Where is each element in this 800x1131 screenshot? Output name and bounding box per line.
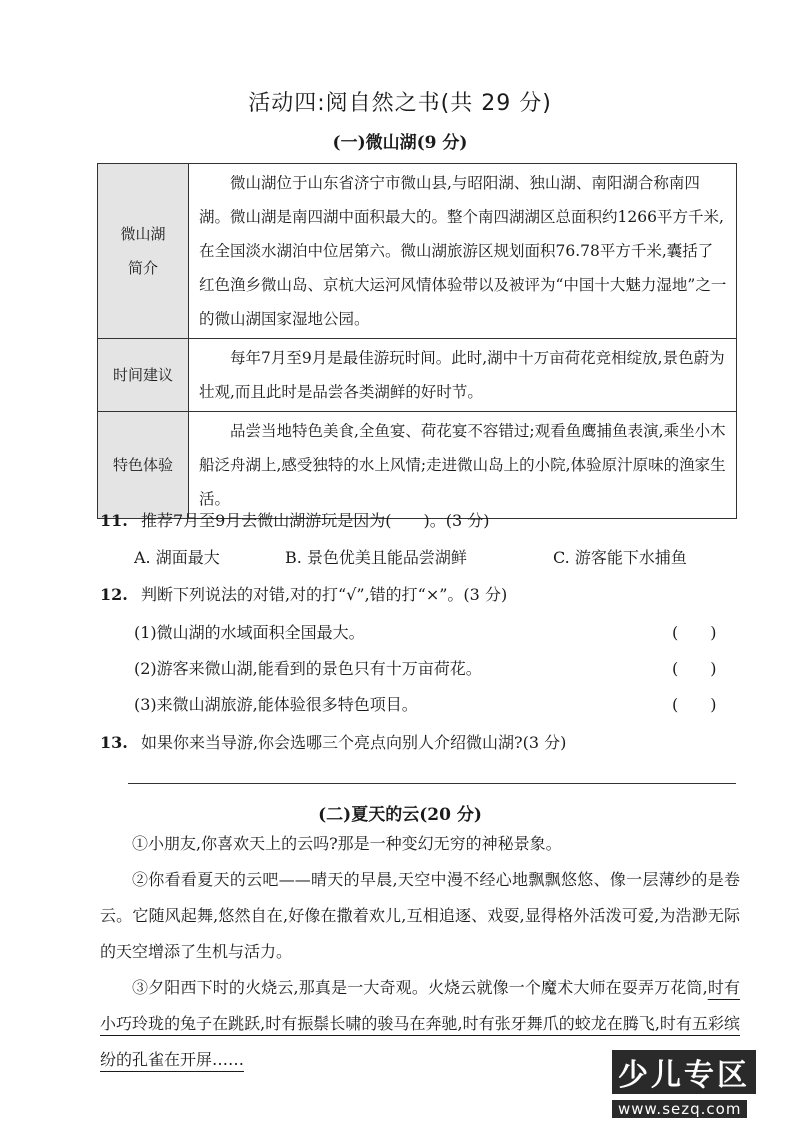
answer-paren-2[interactable]: ( ) — [672, 659, 717, 678]
table-row — [98, 164, 737, 339]
question-number: 11. — [100, 511, 128, 530]
table-label — [98, 164, 189, 339]
question-number: 13. — [100, 733, 128, 752]
table-content: 每年7月至9月是最佳游玩时间。此时,湖中十万亩荷花竞相绽放,景色蔚为壮观,而且此时是品尝各类湖鲜的好时节。 — [189, 339, 737, 412]
answer-paren-3[interactable]: ( ) — [672, 695, 717, 714]
option-c: C. 游客能下水捕鱼 — [553, 548, 687, 567]
judge-item-1: (1)微山湖的水域面积全国最大。 — [134, 623, 365, 642]
table-label: 特色体验 — [98, 412, 189, 519]
section-title-clouds: (二)夏天的云(20 分) — [318, 805, 482, 825]
judge-item-3: (3)来微山湖旅游,能体验很多特色项目。 — [134, 695, 418, 714]
underlined-sentence: 时有小巧玲珑的兔子在跳跃,时有振鬃长啸的骏马在奔驰,时有张牙舞爪的蛟龙在腾飞,时有五彩缤纷的孔雀在开屏…… — [100, 978, 740, 1069]
question-text: 判断下列说法的对错,对的打“√”,错的打“×”。(3 分) — [140, 585, 508, 604]
table-row — [98, 339, 737, 412]
section-title-weishan: (一)微山湖(9 分) — [332, 133, 468, 153]
page-title: 活动四:阅自然之书(共 29 分) — [248, 91, 552, 116]
answer-line[interactable] — [128, 783, 736, 784]
table-row — [98, 412, 737, 519]
judge-item-2: (2)游客来微山湖,能看到的景色只有十万亩荷花。 — [134, 659, 482, 678]
table-label: 时间建议 — [98, 339, 189, 412]
question-text: 推荐7月至9月去微山湖游玩是因为( )。(3 分) — [140, 511, 490, 530]
info-table — [97, 163, 737, 519]
answer-paren-1[interactable]: ( ) — [672, 623, 717, 642]
question-13 — [100, 730, 566, 753]
watermark-logo: 少儿专区 — [612, 1050, 756, 1094]
table-content: 微山湖位于山东省济宁市微山县,与昭阳湖、独山湖、南阳湖合称南四湖。微山湖是南四湖中面积最大的。整个南四湖湖区总面积约1266平方千米,在全国淡水湖泊中位居第六。微山湖旅游区规划面积76.78平方千米,囊括了红色渔乡微山岛、京杭大运河风情体验带以及被评为“中国十大魅力湿地”之一的微山湖国家湿地公园。 — [189, 164, 737, 339]
question-number: 12. — [100, 585, 128, 604]
paragraph-3-intro: ③夕阳西下时的火烧云,那真是一大奇观。火烧云就像一个魔术大师在耍弄万花筒, — [132, 978, 708, 997]
question-11 — [100, 508, 490, 531]
option-a: A. 湖面最大 — [134, 548, 220, 567]
label-text: 微山湖 简介 — [120, 225, 166, 277]
watermark-url: www.sezq.com — [612, 1100, 747, 1118]
table-content: 品尝当地特色美食,全鱼宴、荷花宴不容错过;观看鱼鹰捕鱼表演,乘坐小木船泛舟湖上,感受独特的水上风情;走进微山岛上的小院,体验原汁原味的渔家生活。 — [189, 412, 737, 519]
question-12 — [100, 582, 507, 605]
question-text: 如果你来当导游,你会选哪三个亮点向别人介绍微山湖?(3 分) — [140, 733, 567, 752]
paragraph-2: ②你看看夏天的云吧——晴天的早晨,天空中漫不经心地飘飘悠悠、像一层薄纱的是卷云。它随风起舞,悠然自在,好像在撒着欢儿,互相追逐、戏耍,显得格外活泼可爱,为浩渺无际的天空增添了生机与活力。 — [100, 870, 740, 961]
option-b: B. 景色优美且能品尝湖鲜 — [285, 548, 467, 567]
paragraph-1: ①小朋友,你喜欢天上的云吗?那是一种变幻无穷的神秘景象。 — [132, 834, 562, 853]
